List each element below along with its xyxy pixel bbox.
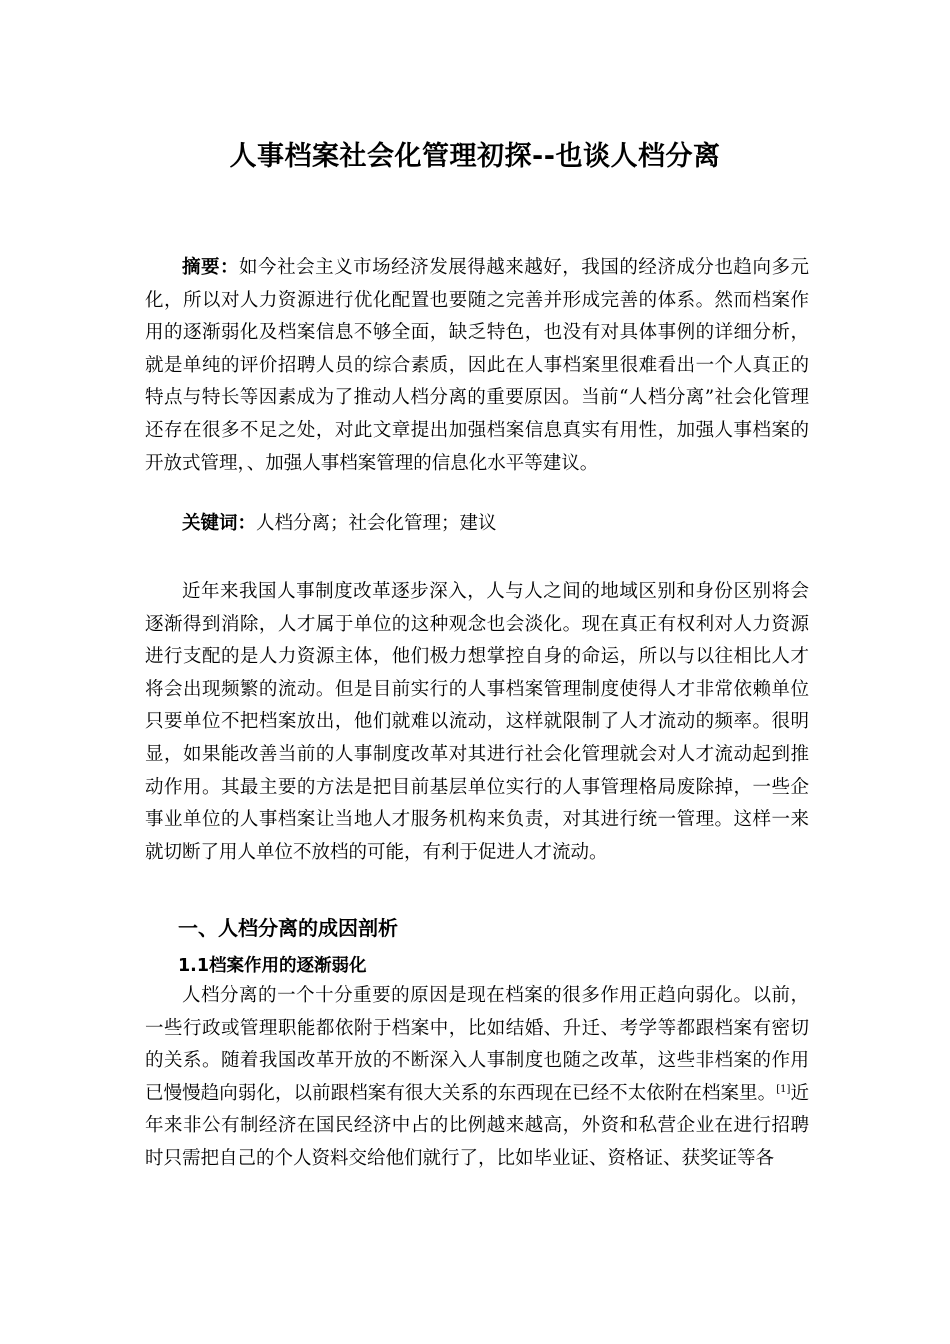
document-title: 人事档案社会化管理初探--也谈人档分离 <box>229 141 721 172</box>
section-heading: 一、人档分离的成因剖析 <box>178 916 398 940</box>
section-paragraph <box>145 980 809 1176</box>
keywords-text: 人档分离；社会化管理；建议 <box>256 513 497 534</box>
citation-marker: [1] <box>776 1083 791 1095</box>
keywords-paragraph <box>145 508 809 541</box>
abstract-text: 如今社会主义市场经济发展得越来越好，我国的经济成分也趋向多元化，所以对人力资源进行优化配置也要随之完善并形成完善的体系。然而档案作用的逐渐弱化及档案信息不够全面，缺乏特色，也没有对具体事例的详细分析，就是单纯的评价招聘人员的综合素质，因此在人事档案里很难看出一个人真正的特点与特长等因素成为了推动人档分离的重要原因。当前“人档分离”社会化管理还存在很多不足之处，对此文章提出加强档案信息真实有用性，加强人事档案的开放式管理，、加强人事档案管理的信息化水平等建议。 <box>145 257 809 474</box>
abstract-label: 摘要： <box>182 257 240 278</box>
section-paragraph-text-1: 人档分离的一个十分重要的原因是现在档案的很多作用正趋向弱化。以前，一些行政或管理职能都依附于档案中，比如结婚、升迁、考学等都跟档案有密切的关系。随着我国改革开放的不断深入人事制度也随之改革，这些非档案的作用已慢慢趋向弱化，以前跟档案有很大关系的东西现在已经不太依附在档案里。 <box>145 985 809 1104</box>
section-paragraph-text-2: 近年来非公有制经济在国民经济中占的比例越来越高，外资和私营企业在进行招聘时只需把自己的个人资料交给他们就行了，比如毕业证、资格证、获奖证等各 <box>145 1082 809 1169</box>
intro-paragraph: 近年来我国人事制度改革逐步深入，人与人之间的地域区别和身份区别将会逐渐得到消除，人才属于单位的这种观念也会淡化。现在真正有权利对人力资源进行支配的是人力资源主体，他们极力想掌控自身的命运，所以与以往相比人才将会出现频繁的流动。但是目前实行的人事档案管理制度使得人才非常依赖单位只要单位不把档案放出，他们就难以流动，这样就限制了人才流动的频率。很明显，如果能改善当前的人事制度改革对其进行社会化管理就会对人才流动起到推动作用。其最主要的方法是把目前基层单位实行的人事管理格局废除掉，一些企事业单位的人事档案让当地人才服务机构来负责，对其进行统一管理。这样一来就切断了用人单位不放档的可能，有利于促进人才流动。 <box>145 581 809 863</box>
subsection-heading: 1.1档案作用的逐渐弱化 <box>178 956 367 976</box>
abstract-paragraph <box>145 252 809 480</box>
keywords-label: 关键词： <box>182 513 257 534</box>
